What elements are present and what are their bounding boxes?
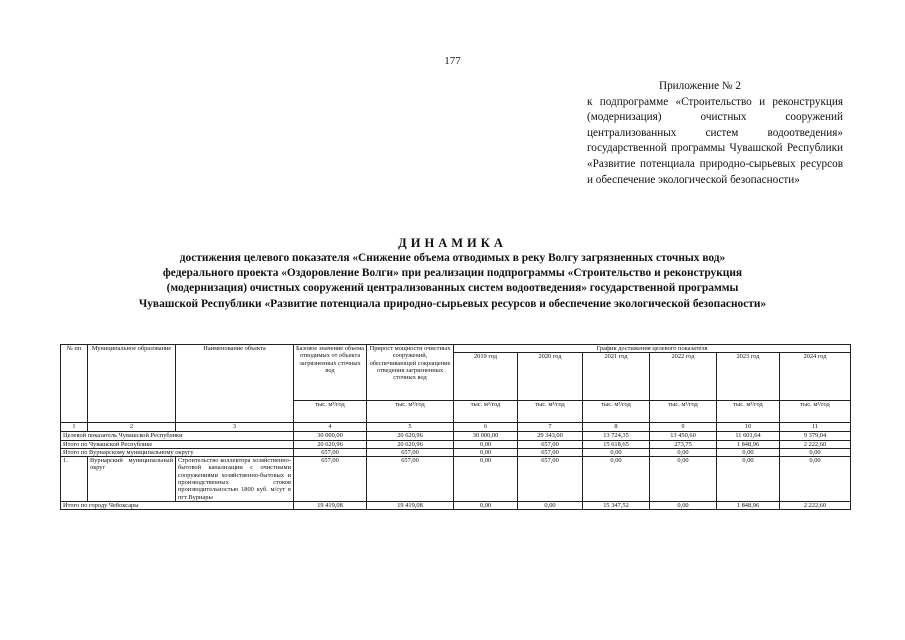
row-value: 11 601,64 bbox=[717, 432, 780, 440]
row-value: 13 450,60 bbox=[650, 432, 717, 440]
header-unit: тыс. м³/год bbox=[367, 401, 454, 423]
row-value: 0,00 bbox=[650, 457, 717, 502]
header-year: 2024 год bbox=[780, 353, 851, 401]
header-year: 2019 год bbox=[454, 353, 518, 401]
table-row bbox=[61, 440, 851, 448]
heading-line-2: федерального проекта «Оздоровление Волги» при реализации подпрограммы «Строительство и реконструкция bbox=[162, 267, 743, 280]
row-value: 0,00 bbox=[454, 448, 518, 456]
row-value: 20 620,96 bbox=[294, 440, 367, 448]
dynamics-table bbox=[60, 344, 851, 510]
header-object: Наименование объекта bbox=[176, 345, 294, 423]
row-value: 657,00 bbox=[518, 457, 583, 502]
col-number: 3 bbox=[176, 423, 294, 432]
row-value: 1 848,96 bbox=[717, 501, 780, 509]
row-value: 0,00 bbox=[454, 457, 518, 502]
row-value: 0,00 bbox=[717, 457, 780, 502]
row-value: 0,00 bbox=[583, 448, 650, 456]
header-num: № пп bbox=[61, 345, 88, 423]
header-municipality: Муниципальное образование bbox=[88, 345, 176, 423]
col-number: 1 bbox=[61, 423, 88, 432]
row-value: 2 222,60 bbox=[780, 440, 851, 448]
header-unit: тыс. м³/год bbox=[717, 401, 780, 423]
appendix-block bbox=[587, 79, 843, 188]
table-row bbox=[61, 448, 851, 456]
row-label: Итого по Чувашской Республике bbox=[61, 440, 294, 448]
row-value: 0,00 bbox=[780, 448, 851, 456]
row-value: 657,00 bbox=[367, 448, 454, 456]
row-value: 0,00 bbox=[650, 448, 717, 456]
row-value: 29 343,00 bbox=[518, 432, 583, 440]
row-value: 1 848,96 bbox=[717, 440, 780, 448]
row-value: 2 222,60 bbox=[780, 501, 851, 509]
header-year: 2022 год bbox=[650, 353, 717, 401]
heading-line-1: достижения целевого показателя «Снижение объема отводимых в реку Волгу загрязненных сточных вод» bbox=[179, 252, 726, 264]
page-number: 177 bbox=[444, 55, 461, 67]
heading-title: ДИНАМИКА bbox=[398, 236, 507, 250]
row-value: 30 000,00 bbox=[454, 432, 518, 440]
row-value: 15 618,65 bbox=[583, 440, 650, 448]
row-value: 0,00 bbox=[780, 457, 851, 502]
row-value: 20 620,96 bbox=[367, 440, 454, 448]
row-value: 15 347,52 bbox=[583, 501, 650, 509]
row-value: 30 000,00 bbox=[294, 432, 367, 440]
table-row bbox=[61, 432, 851, 440]
row-value: 657,00 bbox=[518, 440, 583, 448]
header-unit: тыс. м³/год bbox=[294, 401, 367, 423]
col-number: 5 bbox=[367, 423, 454, 432]
col-number: 2 bbox=[88, 423, 176, 432]
detail-object: Строительство коллектора хозяйственно-бытовой канализации с очистными сооружениями хозяйственно-бытовых и производственных стоков производительностью 1800 куб. м/сут в пгт Вурнары bbox=[176, 457, 294, 502]
header-growth: Прирост мощности очистных сооружений, обеспечивающей сокращение отведения загрязненных сточных вод bbox=[367, 345, 454, 401]
col-number: 8 bbox=[583, 423, 650, 432]
col-number: 4 bbox=[294, 423, 367, 432]
row-value: 657,00 bbox=[294, 457, 367, 502]
row-value: 657,00 bbox=[367, 457, 454, 502]
row-value: 0,00 bbox=[583, 457, 650, 502]
table-row-detail bbox=[61, 457, 851, 502]
row-label: Целевой показатель Чувашской Республики bbox=[61, 432, 294, 440]
appendix-title: Приложение № 2 bbox=[659, 80, 741, 92]
row-value: 0,00 bbox=[518, 501, 583, 509]
row-value: 13 724,35 bbox=[583, 432, 650, 440]
header-unit: тыс. м³/год bbox=[583, 401, 650, 423]
row-value: 19 419,08 bbox=[367, 501, 454, 509]
heading-line-4: Чувашской Республики «Развитие потенциала природно-сырьевых ресурсов и обеспечение экологической безопасности» bbox=[138, 297, 767, 310]
header-unit: тыс. м³/год bbox=[454, 401, 518, 423]
column-numbers-row bbox=[61, 423, 851, 432]
header-base: Базовое значение объема отводимых от объекта загрязненных сточных вод bbox=[294, 345, 367, 401]
header-unit: тыс. м³/год bbox=[780, 401, 851, 423]
row-value: 657,00 bbox=[294, 448, 367, 456]
row-value: 0,00 bbox=[454, 440, 518, 448]
header-unit: тыс. м³/год bbox=[650, 401, 717, 423]
col-number: 9 bbox=[650, 423, 717, 432]
header-year: 2023 год bbox=[717, 353, 780, 401]
appendix-text: к подпрограмме «Строительство и реконструкция (модернизация) очистных сооружений централизованных систем водоотведения» государственной программы Чувашской Республики «Развитие потенциала природно-сырьевых ресурсов и обеспечение экологической безопасности» bbox=[587, 95, 843, 186]
row-label: Итого по городу Чебоксары bbox=[61, 501, 294, 509]
detail-municipality: Вурнарский муниципальный округ bbox=[88, 457, 176, 502]
row-value: 19 419,08 bbox=[294, 501, 367, 509]
col-number: 10 bbox=[717, 423, 780, 432]
row-value: 0,00 bbox=[650, 501, 717, 509]
row-value: 273,75 bbox=[650, 440, 717, 448]
heading-line-3: (модернизация) очистных сооружений централизованных систем водоотведения» государственной программы bbox=[166, 282, 739, 295]
row-value: 0,00 bbox=[717, 448, 780, 456]
col-number: 6 bbox=[454, 423, 518, 432]
row-value: 0,00 bbox=[454, 501, 518, 509]
col-number: 7 bbox=[518, 423, 583, 432]
header-year: 2020 год bbox=[518, 353, 583, 401]
table-row bbox=[61, 501, 851, 509]
row-label: Итого по Вурнарскому муниципальному округу bbox=[61, 448, 294, 456]
row-value: 657,00 bbox=[518, 448, 583, 456]
detail-num: 1. bbox=[61, 457, 88, 502]
document-heading bbox=[40, 235, 865, 312]
header-schedule: График достижения целевого показателя bbox=[454, 345, 851, 353]
header-year: 2021 год bbox=[583, 353, 650, 401]
row-value: 9 379,04 bbox=[780, 432, 851, 440]
header-unit: тыс. м³/год bbox=[518, 401, 583, 423]
col-number: 11 bbox=[780, 423, 851, 432]
row-value: 20 620,96 bbox=[367, 432, 454, 440]
